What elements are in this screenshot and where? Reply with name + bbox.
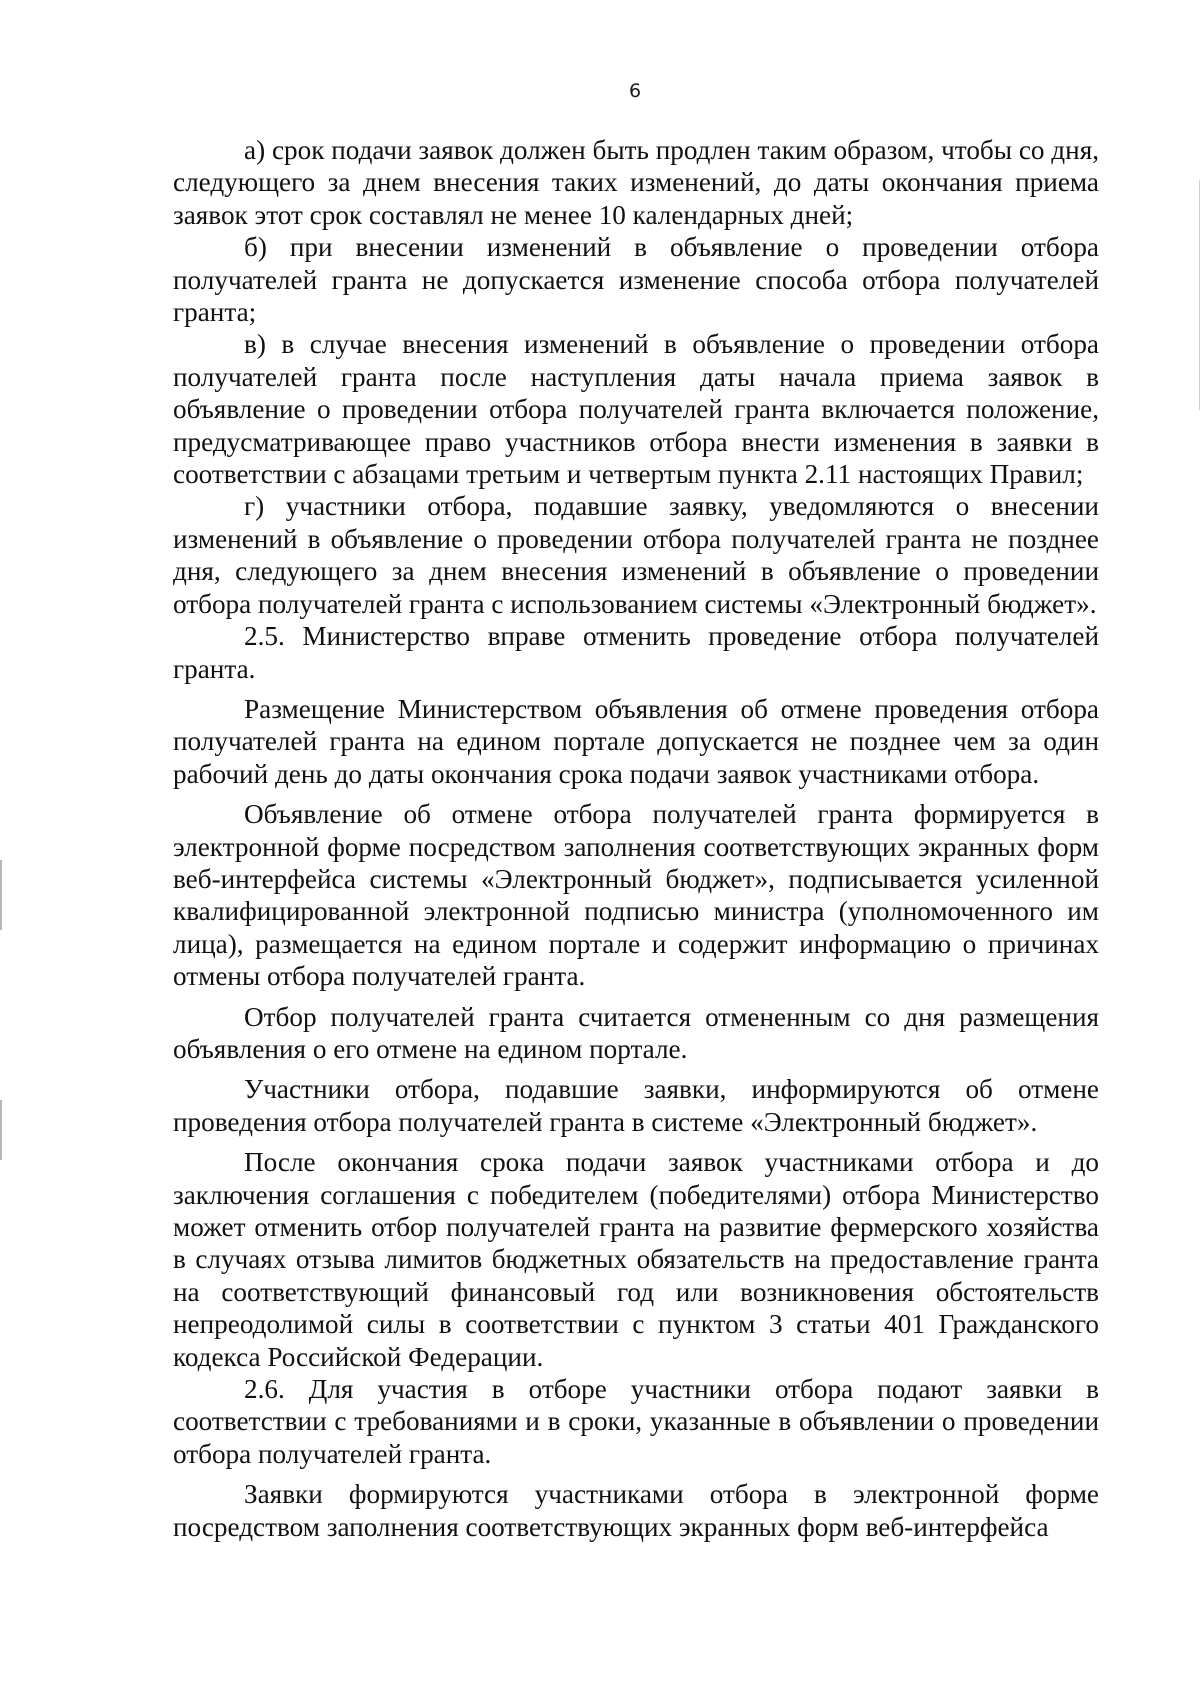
paragraph: 2.5. Министерство вправе отменить проведение отбора получателей гранта. (173, 621, 1099, 684)
paragraph: г) участники отбора, подавшие заявку, уведомляются о внесении изменений в объявление о проведении отбора получателей гранта не позднее дня, следующего за днем внесения изменений в объявление о проведении отбора получателей гранта с использованием системы «Электронный бюджет». (173, 491, 1099, 619)
paragraph: Заявки формируются участниками отбора в электронной форме посредством заполнения соответствующих экранных форм веб-интерфейса (173, 1479, 1099, 1542)
paragraph: Размещение Министерством объявления об отмене проведения отбора получателей гранта на едином портале допускается не позднее чем за один рабочий день до даты окончания срока подачи заявок участниками отбора. (173, 693, 1099, 789)
paragraph: б) при внесении изменений в объявление о проведении отбора получателей гранта не допускается изменение способа отбора получателей гранта; (173, 232, 1099, 328)
scan-edge-mark (0, 860, 2, 930)
paragraph: 2.6. Для участия в отборе участники отбора подают заявки в соответствии с требованиями и в сроки, указанные в объявлении о проведении отбора получателей гранта. (173, 1374, 1099, 1469)
paragraph: Участники отбора, подавшие заявки, информируются об отмене проведения отбора получателей гранта в системе «Электронный бюджет». (173, 1074, 1099, 1137)
document-body (173, 134, 1099, 1543)
scan-edge-mark (0, 1100, 2, 1160)
paragraph: Объявление об отмене отбора получателей гранта формируется в электронной форме посредством заполнения соответствующих экранных форм веб-интерфейса системы «Электронный бюджет», подписывается усиленной квалифицированной электронной подписью министра (уполномоченного им лица), размещается на едином портале и содержит информацию о причинах отмены отбора получателей гранта. (173, 799, 1099, 992)
paragraph: а) срок подачи заявок должен быть продлен таким образом, чтобы со дня, следующего за днем внесения таких изменений, до даты окончания приема заявок этот срок составлял не менее 10 календарных дней; (173, 135, 1099, 230)
paragraph: После окончания срока подачи заявок участниками отбора и до заключения соглашения с победителем (победителями) отбора Министерство может отменить отбор получателей гранта на развитие фермерского хозяйства в случаях отзыва лимитов бюджетных обязательств на предоставление гранта на соответствующий финансовый год или возникновения обстоятельств непреодолимой силы в соответствии с пунктом 3 статьи 401 Гражданского кодекса Российской Федерации. (173, 1147, 1099, 1372)
paragraph: в) в случае внесения изменений в объявление о проведении отбора получателей гранта после наступления даты начала приема заявок в объявление о проведении отбора получателей гранта включается положение, предусматривающее право участников отбора внести изменения в заявки в соответствии с абзацами третьим и четвертым пункта 2.11 настоящих Правил; (173, 329, 1099, 490)
page-number: 6 (628, 80, 642, 102)
paragraph: Отбор получателей гранта считается отмененным со дня размещения объявления о его отмене на едином портале. (173, 1001, 1099, 1064)
